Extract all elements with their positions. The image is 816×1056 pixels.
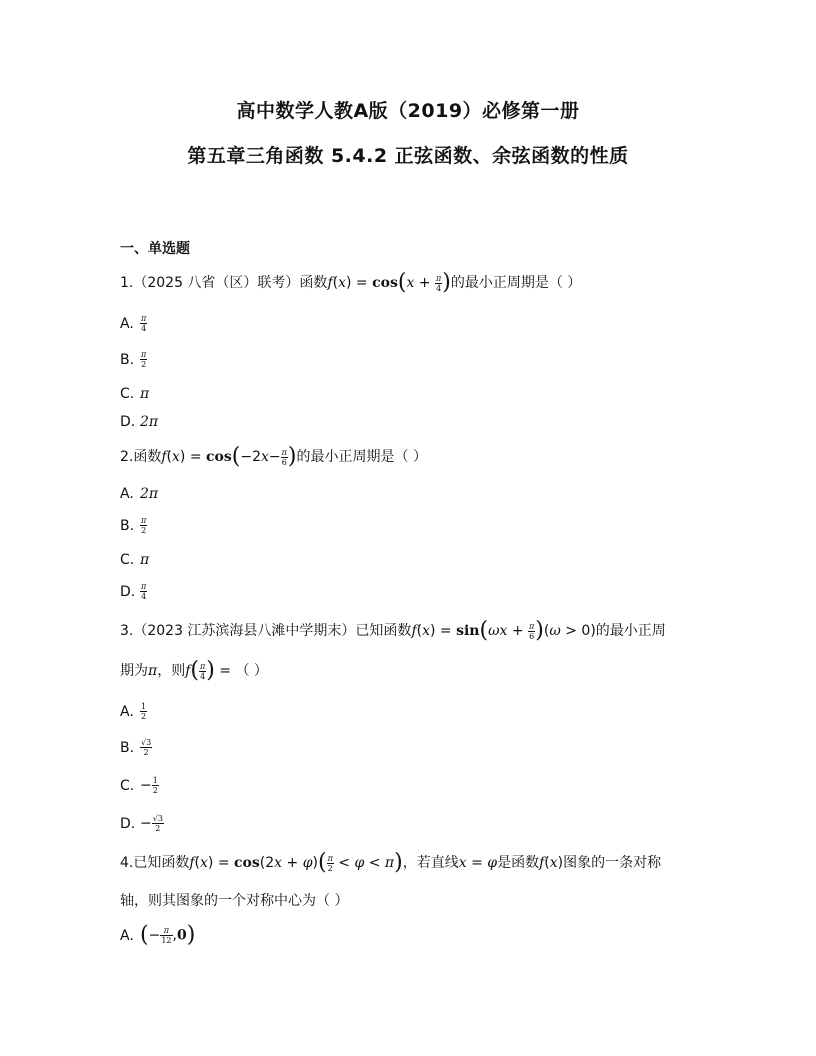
question-3-formula: f(x) = sin(ωx + $\frac{\pi}{6}$ )(ω > 0) bbox=[411, 618, 596, 643]
question-4-option-a[interactable]: A. (− $\frac{\pi}{12}$ ,0) bbox=[120, 922, 196, 948]
question-2-option-c[interactable]: C. π bbox=[120, 552, 150, 568]
question-3-prefix: 3.（2023 江苏滨海县八滩中学期末）已知函数 bbox=[120, 623, 412, 639]
question-3-option-a[interactable]: A. $\frac{1}{2}$ bbox=[120, 702, 147, 721]
question-1-option-c[interactable]: C. π bbox=[120, 386, 150, 402]
question-3-suffix: 的最小正周 bbox=[595, 623, 666, 639]
section-heading: 一、单选题 bbox=[120, 241, 190, 257]
question-1-option-d[interactable]: D. 2π bbox=[120, 414, 159, 430]
question-3-option-d[interactable]: D. − $\frac{√3}{2}$ bbox=[120, 814, 163, 833]
question-3-option-c[interactable]: C. − $\frac{1}{2}$ bbox=[120, 776, 158, 795]
question-4-line-2: 轴，则其图象的一个对称中心为（ ） bbox=[120, 893, 349, 909]
question-2-option-d[interactable]: D. $\frac{\pi}{4}$ bbox=[120, 582, 147, 601]
question-2-prefix: 2.函数 bbox=[120, 449, 162, 465]
question-1-suffix: 的最小正周期是（ ） bbox=[450, 275, 582, 291]
question-2-suffix: 的最小正周期是（ ） bbox=[296, 449, 427, 465]
question-4: 4.已知函数f(x) = cos(2x + φ)( $\frac{\pi}{2}$ < φ < π)，若直线x = φ是函数f(x)图象的一条对称 bbox=[120, 850, 662, 875]
question-4-formula: f(x) = cos(2x + φ)( $\frac{\pi}{2}$ < φ < π) bbox=[189, 850, 403, 875]
question-2-formula: f(x) = cos(−2x− $\frac{\pi}{6}$ ) bbox=[161, 444, 297, 469]
question-1-option-b[interactable]: B. $\frac{\pi}{2}$ bbox=[120, 350, 147, 369]
question-1-prefix: 1.（2025 八省（区）联考）函数 bbox=[120, 275, 328, 291]
question-3-line-2: 期为π，则f( $\frac{\pi}{4}$ ) = （ ） bbox=[120, 658, 268, 683]
question-2-option-a[interactable]: A. 2π bbox=[120, 486, 159, 502]
document-title: 高中数学人教A版（2019）必修第一册 bbox=[236, 100, 580, 122]
question-2 bbox=[120, 446, 427, 467]
chapter-title: 第五章三角函数 5.4.2 正弦函数、余弦函数的性质 bbox=[187, 145, 629, 167]
question-2-option-b[interactable]: B. $\frac{\pi}{2}$ bbox=[120, 516, 147, 535]
question-1 bbox=[120, 272, 581, 293]
question-3-option-b[interactable]: B. $\frac{√3}{2}$ bbox=[120, 738, 152, 757]
question-1-option-a[interactable]: A. $\frac{\pi}{4}$ bbox=[120, 314, 147, 333]
question-1-formula: f(x) = cos(x + $\frac{\pi}{4}$ ) bbox=[327, 270, 451, 295]
question-3 bbox=[120, 620, 666, 641]
